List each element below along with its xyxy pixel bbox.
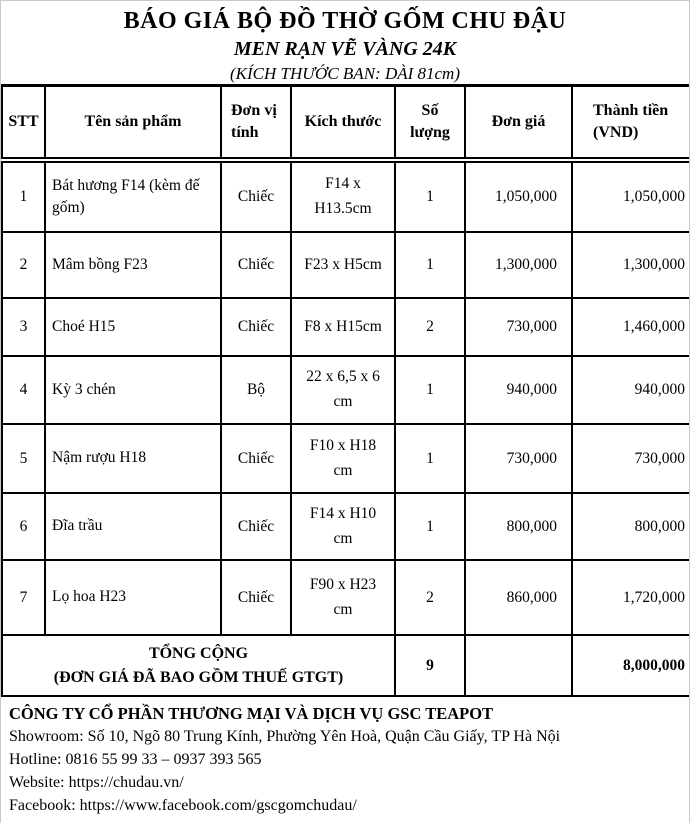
cell-quantity: 2 (395, 298, 465, 356)
cell-product-name: Choé H15 (45, 298, 221, 356)
cell-amount: 1,300,000 (572, 232, 690, 298)
cell-product-name: Nậm rượu H18 (45, 424, 221, 493)
showroom-line: Showroom: Số 10, Ngõ 80 Trung Kính, Phường Yên Hoà, Quận Cầu Giấy, TP Hà Nội (9, 728, 561, 745)
hotline-line: Hotline: 0816 55 99 33 – 0937 393 565 (9, 751, 262, 768)
document-title: BÁO GIÁ BỘ ĐỒ THỜ GỐM CHU ĐẬU (123, 8, 567, 34)
cell-product-name: Đĩa trầu (45, 493, 221, 560)
header-quantity: Số lượng (395, 86, 465, 161)
header-product-name: Tên sản phẩm (45, 86, 221, 161)
cell-unit-price: 860,000 (465, 560, 572, 635)
cell-quantity: 1 (395, 356, 465, 424)
cell-size: F14 x H13.5cm (291, 160, 395, 232)
total-label-line2: (ĐƠN GIÁ ĐÃ BAO GỒM THUẾ GTGT) (53, 668, 344, 686)
facebook-line (9, 794, 681, 817)
website-label: Website: (9, 774, 69, 791)
total-unit-price-empty (465, 635, 572, 696)
total-row (2, 635, 690, 696)
cell-stt: 6 (2, 493, 45, 560)
document-subtitle: MEN RẠN VẼ VÀNG 24K (233, 38, 457, 60)
total-label (2, 635, 395, 696)
cell-unit-price: 1,050,000 (465, 160, 572, 232)
cell-unit: Chiếc (221, 493, 291, 560)
cell-stt: 3 (2, 298, 45, 356)
total-amount: 8,000,000 (572, 635, 690, 696)
cell-stt: 1 (2, 160, 45, 232)
cell-unit-price: 730,000 (465, 424, 572, 493)
cell-size: F14 x H10 cm (291, 493, 395, 560)
cell-unit: Chiếc (221, 232, 291, 298)
cell-unit-price: 800,000 (465, 493, 572, 560)
cell-unit-price: 1,300,000 (465, 232, 572, 298)
total-label-line1: TỔNG CỘNG (148, 644, 249, 662)
table-header (2, 86, 690, 161)
table-row (2, 160, 690, 232)
cell-size: F23 x H5cm (291, 232, 395, 298)
website-link[interactable]: https://chudau.vn/ (68, 774, 184, 791)
cell-product-name: Lọ hoa H23 (45, 560, 221, 635)
cell-amount: 1,460,000 (572, 298, 690, 356)
cell-size: F90 x H23 cm (291, 560, 395, 635)
cell-unit: Chiếc (221, 424, 291, 493)
cell-size: F8 x H15cm (291, 298, 395, 356)
cell-unit: Chiếc (221, 160, 291, 232)
table-row (2, 298, 690, 356)
header-amount: Thành tiền (VND) (572, 86, 690, 161)
cell-quantity: 1 (395, 493, 465, 560)
cell-quantity: 2 (395, 560, 465, 635)
cell-unit: Chiếc (221, 560, 291, 635)
cell-unit: Chiếc (221, 298, 291, 356)
website-line (9, 771, 681, 794)
header-stt: STT (2, 86, 45, 161)
total-quantity: 9 (395, 635, 465, 696)
cell-quantity: 1 (395, 232, 465, 298)
header-unit: Đơn vị tính (221, 86, 291, 161)
facebook-link[interactable]: https://www.facebook.com/gscgomchudau/ (79, 797, 357, 814)
cell-unit-price: 730,000 (465, 298, 572, 356)
table-row (2, 356, 690, 424)
cell-unit: Bộ (221, 356, 291, 424)
cell-size: 22 x 6,5 x 6 cm (291, 356, 395, 424)
title-block (1, 1, 689, 84)
header-size: Kích thước (291, 86, 395, 161)
cell-amount: 730,000 (572, 424, 690, 493)
document-size-note: (KÍCH THƯỚC BAN: DÀI 81cm) (229, 64, 460, 83)
cell-stt: 7 (2, 560, 45, 635)
table-row (2, 493, 690, 560)
company-info-footer (1, 697, 689, 823)
cell-quantity: 1 (395, 424, 465, 493)
table-row (2, 424, 690, 493)
cell-stt: 4 (2, 356, 45, 424)
cell-stt: 2 (2, 232, 45, 298)
cell-amount: 1,050,000 (572, 160, 690, 232)
cell-product-name: Bát hương F14 (kèm đế gốm) (45, 160, 221, 232)
price-table (1, 84, 690, 697)
table-row (2, 232, 690, 298)
cell-amount: 800,000 (572, 493, 690, 560)
cell-product-name: Mâm bồng F23 (45, 232, 221, 298)
cell-quantity: 1 (395, 160, 465, 232)
cell-unit-price: 940,000 (465, 356, 572, 424)
cell-product-name: Kỳ 3 chén (45, 356, 221, 424)
cell-size: F10 x H18 cm (291, 424, 395, 493)
company-name: CÔNG TY CỔ PHẦN THƯƠNG MẠI VÀ DỊCH VỤ GSC TEAPOT (9, 704, 494, 723)
facebook-label: Facebook: (9, 797, 80, 814)
header-unit-price: Đơn giá (465, 86, 572, 161)
cell-stt: 5 (2, 424, 45, 493)
table-row (2, 560, 690, 635)
cell-amount: 1,720,000 (572, 560, 690, 635)
cell-amount: 940,000 (572, 356, 690, 424)
